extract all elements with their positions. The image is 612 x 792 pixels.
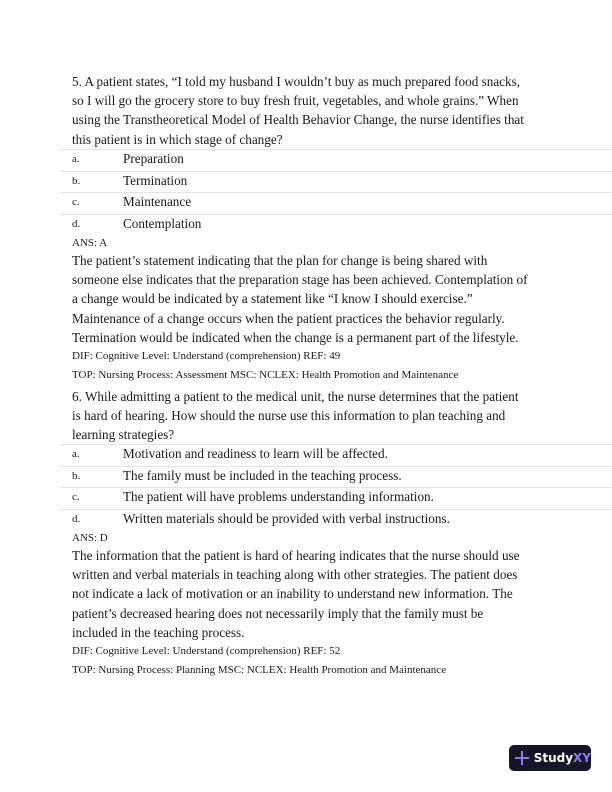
question-6-options: [60, 444, 612, 530]
answer-key: ANS: A: [72, 237, 108, 249]
rationale-line: not indicate a lack of motivation or an inability to understand new information. The: [72, 586, 513, 602]
option-c: [60, 192, 612, 214]
option-letter: d.: [72, 217, 81, 230]
option-text: Motivation and readiness to learn will be affected.: [123, 446, 388, 461]
stem-line: this patient is in which stage of change?: [72, 131, 283, 147]
option-text: Contemplation: [123, 215, 202, 231]
topic-msc: TOP: Nursing Process: Assessment MSC: NCLEX: Health Promotion and Maintenance: [72, 369, 459, 382]
stem-line: using the Transtheoretical Model of Health Behavior Change, the nurse identifies that: [72, 112, 524, 128]
option-letter: d.: [72, 512, 81, 525]
option-a: [60, 444, 612, 466]
plus-icon: [515, 751, 529, 765]
rationale-line: included in the teaching process.: [72, 624, 245, 640]
question-5-options: [60, 149, 612, 235]
option-letter: c.: [72, 196, 80, 208]
option-b: [60, 466, 612, 488]
stem-line: 6. While admitting a patient to the medical unit, the nurse determines that the patient: [72, 389, 519, 404]
option-letter: b.: [72, 174, 81, 187]
difficulty-ref: DIF: Cognitive Level: Understand (comprehension) REF: 52: [72, 645, 341, 658]
option-d: [60, 214, 612, 236]
question-6-answer-block: [72, 531, 572, 680]
answer-key: ANS: D: [72, 532, 108, 544]
option-text: The patient will have problems understanding information.: [123, 489, 434, 504]
stem-line: 5. A patient states, “I told my husband I wouldn’t buy as much prepared food snacks,: [72, 74, 521, 89]
question-5-answer-block: [72, 236, 572, 385]
option-letter: a.: [72, 448, 80, 460]
option-letter: c.: [72, 491, 80, 503]
option-text: Written materials should be provided with verbal instructions.: [123, 510, 450, 526]
rationale-line: written and verbal materials in teaching along with other strategies. The patient does: [72, 567, 518, 583]
option-d: [60, 509, 612, 531]
option-text: Termination: [123, 172, 188, 188]
option-letter: b.: [72, 469, 81, 482]
option-a: [60, 149, 612, 171]
difficulty-ref: DIF: Cognitive Level: Understand (comprehension) REF: 49: [72, 350, 341, 363]
stem-line: learning strategies?: [72, 427, 175, 443]
option-c: [60, 487, 612, 509]
option-letter: a.: [72, 153, 80, 165]
option-text: Preparation: [123, 151, 184, 166]
question-6-stem: [72, 387, 572, 445]
rationale-line: someone else indicates that the preparation stage has been achieved. Contemplation of: [72, 272, 528, 288]
badge-label-accent: XY: [573, 751, 591, 765]
stem-line: so I will go the grocery store to buy fresh fruit, vegetables, and whole grains.” When: [72, 93, 519, 109]
rationale-line: The information that the patient is hard of hearing indicates that the nurse should use: [72, 548, 520, 563]
rationale-line: Termination would be indicated when the change is a permanent part of the lifestyle.: [72, 329, 519, 345]
option-text: Maintenance: [123, 194, 192, 209]
question-5-stem: [72, 72, 572, 149]
badge-label-main: Study: [533, 751, 574, 765]
option-text: The family must be included in the teaching process.: [123, 467, 402, 483]
studyxy-badge[interactable]: [509, 745, 591, 771]
stem-line: is hard of hearing. How should the nurse use this information to plan teaching and: [72, 408, 506, 424]
rationale-line: a change would be indicated by a statement like “I know I should exercise.”: [72, 291, 473, 307]
topic-msc: TOP: Nursing Process: Planning MSC: NCLEX: Health Promotion and Maintenance: [72, 664, 447, 677]
rationale-line: Maintenance of a change occurs when the patient practices the behavior regularly.: [72, 310, 505, 326]
rationale-line: The patient’s statement indicating that the plan for change is being shared with: [72, 253, 488, 268]
option-b: [60, 171, 612, 193]
rationale-line: patient’s decreased hearing does not necessarily imply that the family must be: [72, 605, 484, 621]
